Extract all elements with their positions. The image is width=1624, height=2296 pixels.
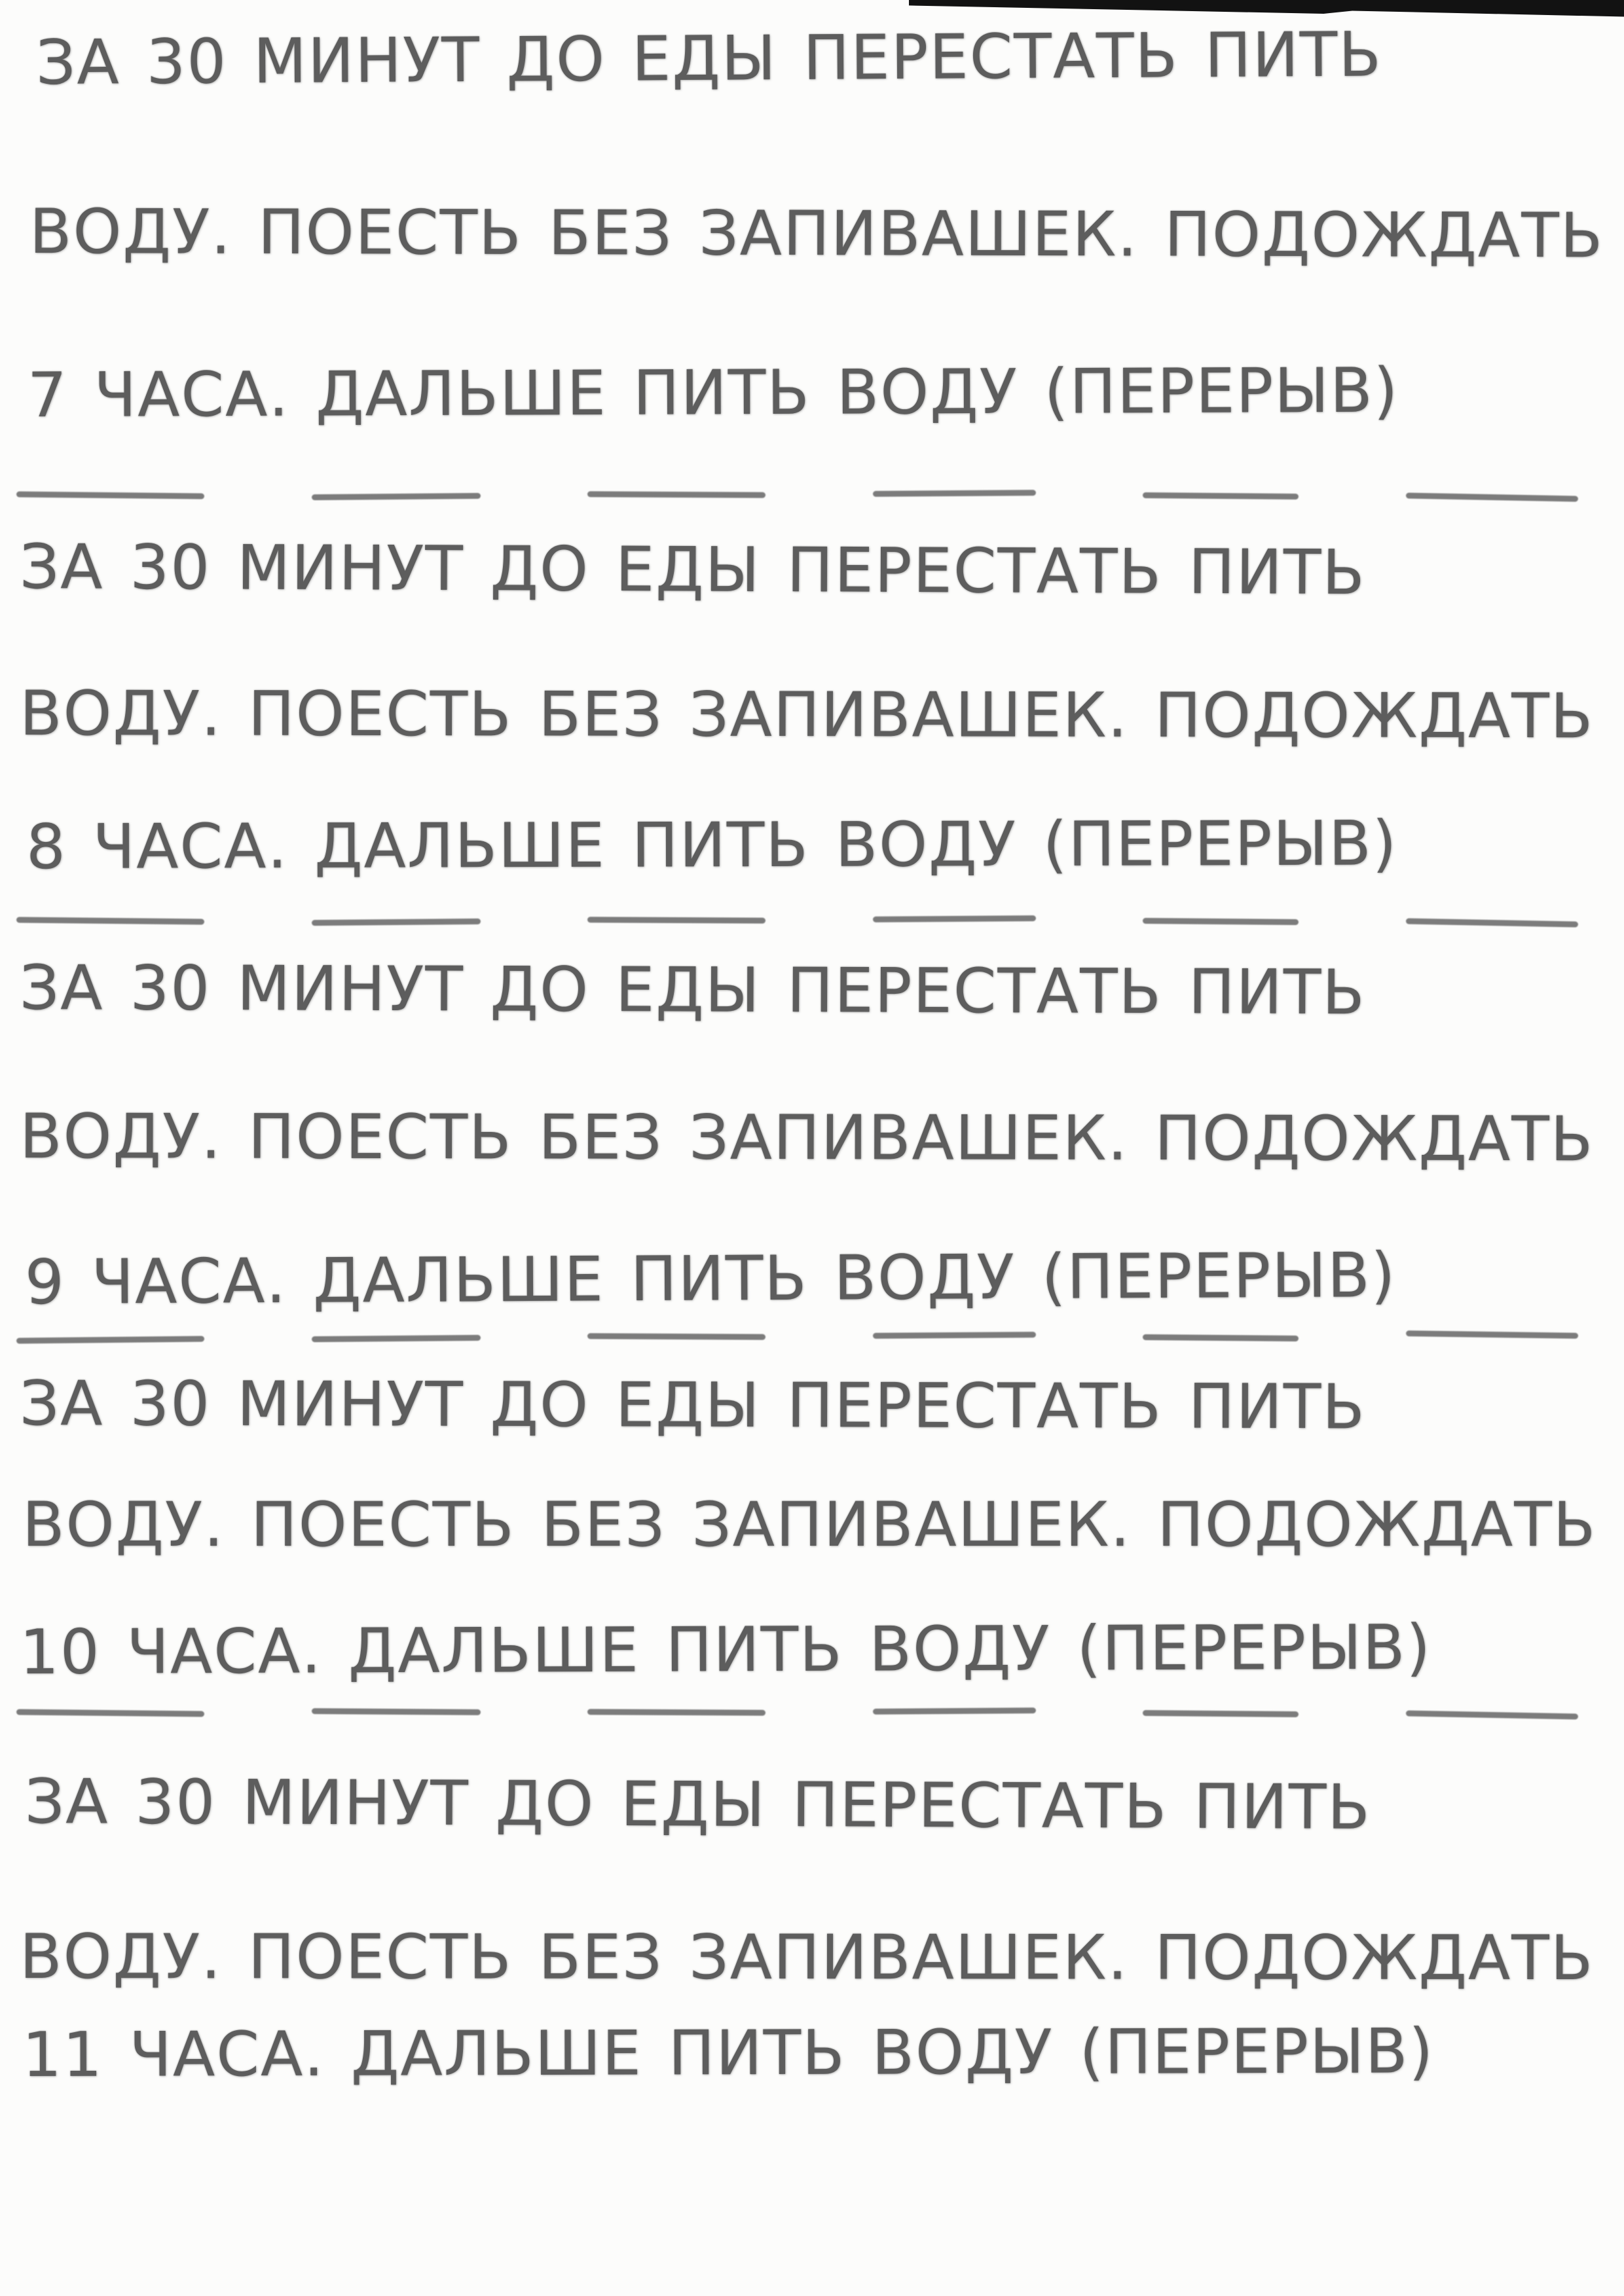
pencil-dash	[312, 492, 481, 500]
section-divider	[16, 490, 1578, 500]
section-divider	[16, 1332, 1578, 1342]
pencil-dash	[1143, 917, 1299, 924]
pencil-dash	[312, 918, 481, 925]
handwritten-line: ВОДУ. ПОЕСТЬ БЕЗ ЗАПИВАШЕК. ПОДОЖДАТЬ	[29, 196, 1604, 272]
pencil-dash	[1406, 1330, 1578, 1339]
handwritten-line: ЗА 30 МИНУТ ДО ЕДЫ ПЕРЕСТАТЬ ПИТЬ	[19, 532, 1367, 609]
pencil-dash	[16, 1709, 204, 1717]
handwritten-line: ЗА 30 МИНУТ ДО ЕДЫ ПЕРЕСТАТЬ ПИТЬ	[19, 953, 1366, 1029]
pencil-dash	[16, 1336, 204, 1343]
section-divider	[16, 1707, 1578, 1718]
handwritten-line: 10 ЧАСА. ДАЛЬШЕ ПИТЬ ВОДУ (ПЕРЕРЫВ)	[19, 1612, 1432, 1688]
handwritten-line: ВОДУ. ПОЕСТЬ БЕЗ ЗАПИВАШЕК. ПОДОЖДАТЬ	[19, 1101, 1595, 1176]
handwritten-line: ЗА 30 МИНУТ ДО ЕДЫ ПЕРЕСТАТЬ ПИТЬ	[24, 1766, 1372, 1844]
handwritten-line: ВОДУ. ПОЕСТЬ БЕЗ ЗАПИВАШЕК. ПОДОЖДАТЬ	[19, 678, 1595, 753]
handwritten-line: 8 ЧАСА. ДАЛЬШЕ ПИТЬ ВОДУ (ПЕРЕРЫВ)	[26, 808, 1398, 883]
pencil-dash	[1143, 1709, 1299, 1717]
pencil-dash	[1406, 492, 1578, 501]
handwritten-line: 11 ЧАСА. ДАЛЬШЕ ПИТЬ ВОДУ (ПЕРЕРЫВ)	[22, 2016, 1435, 2091]
pencil-dash	[1143, 492, 1299, 499]
pencil-dash	[16, 917, 204, 924]
pencil-dash	[16, 491, 204, 499]
pencil-dash	[1143, 1334, 1299, 1341]
pencil-dash	[873, 490, 1036, 497]
pencil-dash	[873, 1707, 1036, 1715]
handwritten-line: 7 ЧАСА. ДАЛЬШЕ ПИТЬ ВОДУ (ПЕРЕРЫВ)	[27, 355, 1399, 431]
handwritten-line: ВОДУ. ПОЕСТЬ БЕЗ ЗАПИВАШЕК. ПОДОЖДАТЬ	[22, 1489, 1597, 1561]
handwritten-line: 9 ЧАСА. ДАЛЬШЕ ПИТЬ ВОДУ (ПЕРЕРЫВ)	[24, 1240, 1397, 1319]
pencil-dash	[1406, 918, 1578, 927]
pencil-dash	[873, 915, 1036, 922]
pencil-dash	[587, 1333, 766, 1339]
handwritten-line: ВОДУ. ПОЕСТЬ БЕЗ ЗАПИВАШЕК. ПОДОЖДАТЬ	[19, 1922, 1595, 1995]
handwritten-line: ЗА 30 МИНУТ ДО ЕДЫ ПЕРЕСТАТЬ ПИТЬ	[35, 19, 1383, 99]
pencil-dash	[587, 917, 766, 923]
pencil-dash	[312, 1708, 481, 1715]
pencil-dash	[587, 1709, 766, 1715]
pencil-dash	[1406, 1710, 1578, 1719]
pencil-dash	[312, 1334, 481, 1341]
pencil-dash	[587, 491, 766, 498]
handwritten-line: ЗА 30 МИНУТ ДО ЕДЫ ПЕРЕСТАТЬ ПИТЬ	[19, 1368, 1366, 1444]
section-divider	[16, 915, 1578, 926]
pencil-dash	[873, 1332, 1036, 1339]
scan-edge-artifact	[909, 0, 1624, 20]
